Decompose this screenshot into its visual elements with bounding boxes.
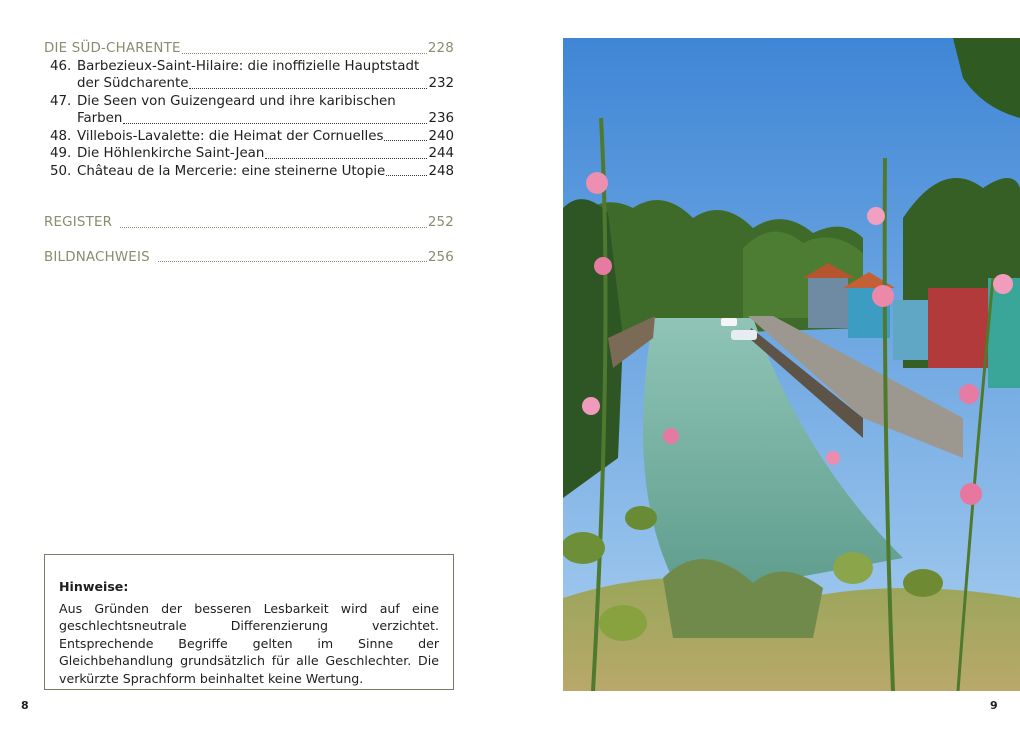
toc-entry-title-cont: Farben [77,111,123,126]
toc-entry-49[interactable] [44,145,454,163]
toc-leader-dots [120,226,427,228]
toc-leader-dots [158,260,427,262]
canal-photo-illustration [563,38,1020,691]
toc-entry-title: Barbezieux-Saint-Hilaire: die inoffizielle Hauptstadt [77,58,420,74]
toc-leader-dots [189,87,427,89]
toc-page-number: 232 [428,76,454,91]
toc-section-label: DIE SÜD-CHARENTE [44,41,181,56]
toc-page-number: 236 [428,111,454,126]
toc-entry-number: 47. [50,93,72,109]
toc-entry-46-line1[interactable] [44,58,454,76]
toc-spacer [44,180,454,214]
toc-leader-dots [386,174,427,176]
toc-entry-title: Château de la Mercerie: eine steinerne Utopie [77,163,386,179]
toc-leader-dots [265,157,427,159]
toc-entry-number: 49. [50,146,72,161]
toc-page-number: 248 [428,163,454,179]
toc-page-number: 228 [427,41,454,56]
hint-title: Hinweise: [59,579,129,594]
toc-spacer [44,232,454,249]
toc-entry-title: Die Höhlenkirche Saint-Jean [77,146,265,161]
canal-photo [563,38,1020,691]
hint-box [44,554,454,690]
toc-page-number: 244 [428,146,454,161]
toc-entry-46-line2[interactable] [44,75,454,93]
toc-entry-title: Villebois-Lavalette: die Heimat der Cornuelles [77,128,384,144]
toc-page-number: 240 [428,128,454,144]
toc-section-label: REGISTER [44,215,113,230]
toc-section-south-charente[interactable] [44,40,454,58]
page-number-right: 9 [990,699,998,712]
toc-section-register[interactable] [44,214,454,232]
toc-entry-48[interactable] [44,128,454,146]
toc-entry-title: Die Seen von Guizengeard und ihre karibischen [77,93,396,109]
toc-section-bildnachweis[interactable] [44,249,454,267]
table-of-contents [44,40,454,266]
toc-entry-number: 46. [50,58,72,74]
toc-page-number: 256 [427,249,454,265]
toc-leader-dots [123,122,427,124]
hint-text: Aus Gründen der besseren Lesbarkeit wird auf eine geschlechtsneutrale Differenzierung verzichtet. Entsprechende Begriffe gelten im Sinne der Gleichbehandlung grundsätzlich für alle Geschlechter. Die verkürzte Sprachform beinhaltet keine Wertung. [59,600,439,686]
toc-entry-50[interactable] [44,163,454,181]
toc-entry-number: 48. [50,128,72,144]
page-number-left: 8 [21,699,29,712]
toc-entry-47-line2[interactable] [44,110,454,128]
right-page [510,0,1020,732]
toc-entry-47-line1[interactable] [44,93,454,111]
toc-page-number: 252 [427,215,454,230]
toc-leader-dots [182,52,427,54]
toc-leader-dots [384,139,427,141]
toc-entry-title-cont: der Südcharente [77,76,189,91]
toc-entry-number: 50. [50,163,72,179]
toc-section-label: BILDNACHWEIS [44,249,150,265]
